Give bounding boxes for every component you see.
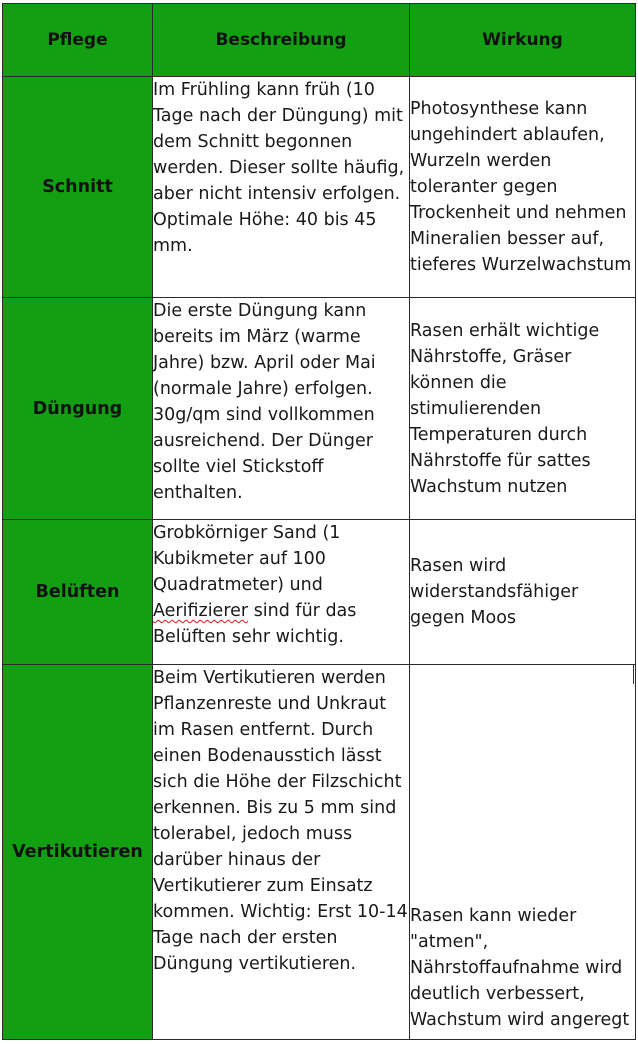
row-label-schnitt: Schnitt [3,77,153,298]
description-cell: Beim Vertikutieren werden Pflanzenreste und Unkraut im Rasen entfernt. Durch einen Bodenausstich lässt sich die Höhe der Filzschicht erkennen. Bis zu 5 mm sind tolerabel, jedoch muss darüber hinaus der Vertikutierer zum Einsatz kommen. Wichtig: Erst 10-14 Tage nach der ersten Düngung vertikutieren. [153,665,410,1040]
header-wirkung: Wirkung [410,4,636,77]
description-cell: Im Frühling kann früh (10 Tage nach der Düngung) mit dem Schnitt begonnen werden. Dieser sollte häufig, aber nicht intensiv erfolgen. Optimale Höhe: 40 bis 45 mm. [153,77,410,298]
header-beschreibung: Beschreibung [153,4,410,77]
lawn-care-table [2,3,636,1040]
row-label-belueften: Belüften [3,520,153,665]
effect-cell: Rasen kann wieder "atmen", Nährstoffaufnahme wird deutlich verbessert, Wachstum wird angeregt [410,665,636,1040]
description-cell: Die erste Düngung kann bereits im März (warme Jahre) bzw. April oder Mai (normale Jahre) erfolgen. 30g/qm sind vollkommen ausreichend. Der Dünger sollte viel Stickstoff enthalten. [153,298,410,520]
description-text-part2: sind für das Belüften sehr wichtig. [153,601,357,647]
effect-cell: Rasen wird widerstandsfähiger gegen Moos [410,520,636,665]
row-label-vertikutieren: Vertikutieren [3,665,153,1040]
description-text-part1: Grobkörniger Sand (1 Kubikmeter auf 100 Quadratmeter) und [153,523,341,595]
table-row [3,77,636,298]
table-row [3,665,636,1040]
effect-cell: Photosynthese kann ungehindert ablaufen, Wurzeln werden toleranter gegen Trockenheit und nehmen Mineralien besser auf, tieferes Wurzelwachstum [410,77,636,298]
spellcheck-marked-word: Aerifizierer [153,601,249,621]
header-pflege: Pflege [3,4,153,77]
effect-cell: Rasen erhält wichtige Nährstoffe, Gräser können die stimulierenden Temperaturen durch Nährstoffe für sattes Wachstum nutzen [410,298,636,520]
text-cursor [633,664,634,684]
table-row [3,520,636,665]
description-cell [153,520,410,665]
table-header-row [3,4,636,77]
row-label-duengung: Düngung [3,298,153,520]
table-row [3,298,636,520]
